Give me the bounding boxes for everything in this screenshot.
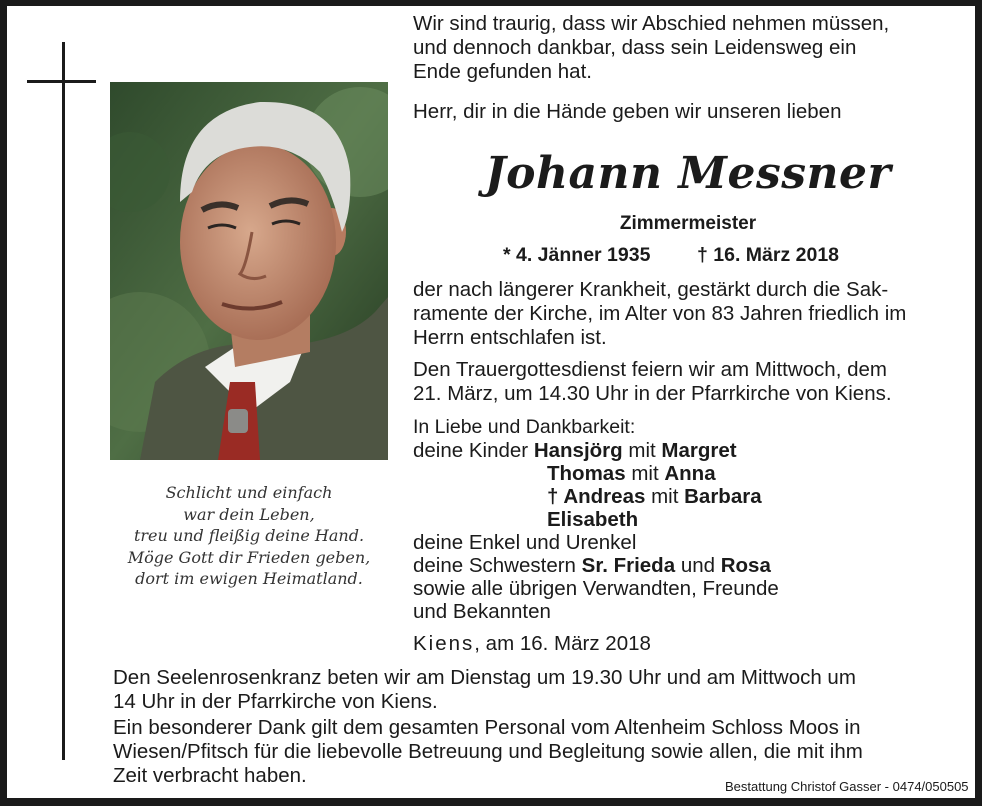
child-partner: Anna — [664, 462, 716, 485]
sister-name: Rosa — [720, 554, 771, 577]
death-date: † 16. März 2018 — [697, 244, 840, 266]
place-date — [413, 632, 651, 656]
children-row — [413, 439, 737, 463]
poem — [112, 482, 386, 590]
thanks-line: Wiesen/Pfitsch für die liebevolle Betreuung und Begleitung sowie allen, die mit ihm — [113, 740, 863, 763]
thanks-line: Ein besonderer Dank gilt dem gesamten Personal vom Altenheim Schloss Moos in — [113, 716, 861, 739]
child-name: Hansjörg — [533, 439, 623, 462]
place: Kiens — [413, 632, 475, 655]
children-label: deine Kinder — [413, 439, 529, 462]
child-name: † Andreas — [547, 485, 646, 508]
intro-line: Ende gefunden hat. — [413, 60, 592, 83]
funeral-home-credit: Bestattung Christof Gasser - 0474/050505 — [725, 779, 969, 794]
profession: Zimmermeister — [619, 213, 757, 234]
relatives-line: und Bekannten — [413, 600, 551, 623]
child-partner: Barbara — [684, 485, 762, 508]
deceased-name: Johann Messner — [484, 148, 892, 199]
grandchildren-line: deine Enkel und Urenkel — [413, 531, 637, 554]
portrait-photo — [110, 82, 388, 460]
child-mit: mit — [628, 439, 656, 462]
child-mit: mit — [631, 462, 659, 485]
poem-line: Möge Gott dir Frieden geben, — [127, 547, 371, 567]
child-partner: Margret — [661, 439, 737, 462]
sisters-line — [413, 554, 771, 578]
child-mit: mit — [651, 485, 679, 508]
obituary-card — [7, 6, 975, 798]
birth-date: * 4. Jänner 1935 — [503, 244, 651, 266]
date: , am 16. März 2018 — [474, 632, 651, 655]
poem-line: dort im ewigen Heimatland. — [135, 569, 363, 588]
intro-line: und dennoch dankbar, dass sein Leidensweg ein — [413, 36, 857, 59]
circumstances-line: der nach längerer Krankheit, gestärkt durch die Sak- — [413, 278, 889, 301]
circumstances-line: Herrn entschlafen ist. — [413, 326, 607, 349]
sister-name: Sr. Frieda — [581, 554, 676, 577]
rosary-line: 14 Uhr in der Pfarrkirche von Kiens. — [113, 690, 438, 713]
intro-line: Wir sind traurig, dass wir Abschied nehmen müssen, — [413, 12, 890, 35]
children-row — [547, 508, 638, 532]
thanks-line: Zeit verbracht haben. — [113, 764, 307, 787]
rosary-line: Den Seelenrosenkranz beten wir am Dienstag um 19.30 Uhr und am Mittwoch um — [113, 666, 856, 689]
portrait-illustration — [110, 82, 388, 460]
mourners-heading: In Liebe und Dankbarkeit: — [413, 416, 636, 438]
service-line: 21. März, um 14.30 Uhr in der Pfarrkirche von Kiens. — [413, 382, 892, 405]
cross-vertical-bar — [62, 42, 65, 760]
children-row — [547, 462, 716, 486]
sisters-label: deine Schwestern — [413, 554, 576, 577]
service-line: Den Trauergottesdienst feiern wir am Mittwoch, dem — [413, 358, 887, 381]
circumstances-line: ramente der Kirche, im Alter von 83 Jahren friedlich im — [413, 302, 907, 325]
poem-line: Schlicht und einfach — [165, 483, 333, 502]
cross-horizontal-bar — [27, 80, 96, 83]
relatives-line: sowie alle übrigen Verwandten, Freunde — [413, 577, 779, 600]
sisters-and: und — [680, 554, 716, 577]
prayer-line: Herr, dir in die Hände geben wir unseren lieben — [413, 100, 842, 123]
poem-line: treu und fleißig deine Hand. — [133, 526, 365, 545]
child-name: Thomas — [547, 462, 626, 485]
children-row — [547, 485, 762, 509]
child-name: Elisabeth — [547, 508, 639, 531]
poem-line: war dein Leben, — [183, 504, 315, 524]
